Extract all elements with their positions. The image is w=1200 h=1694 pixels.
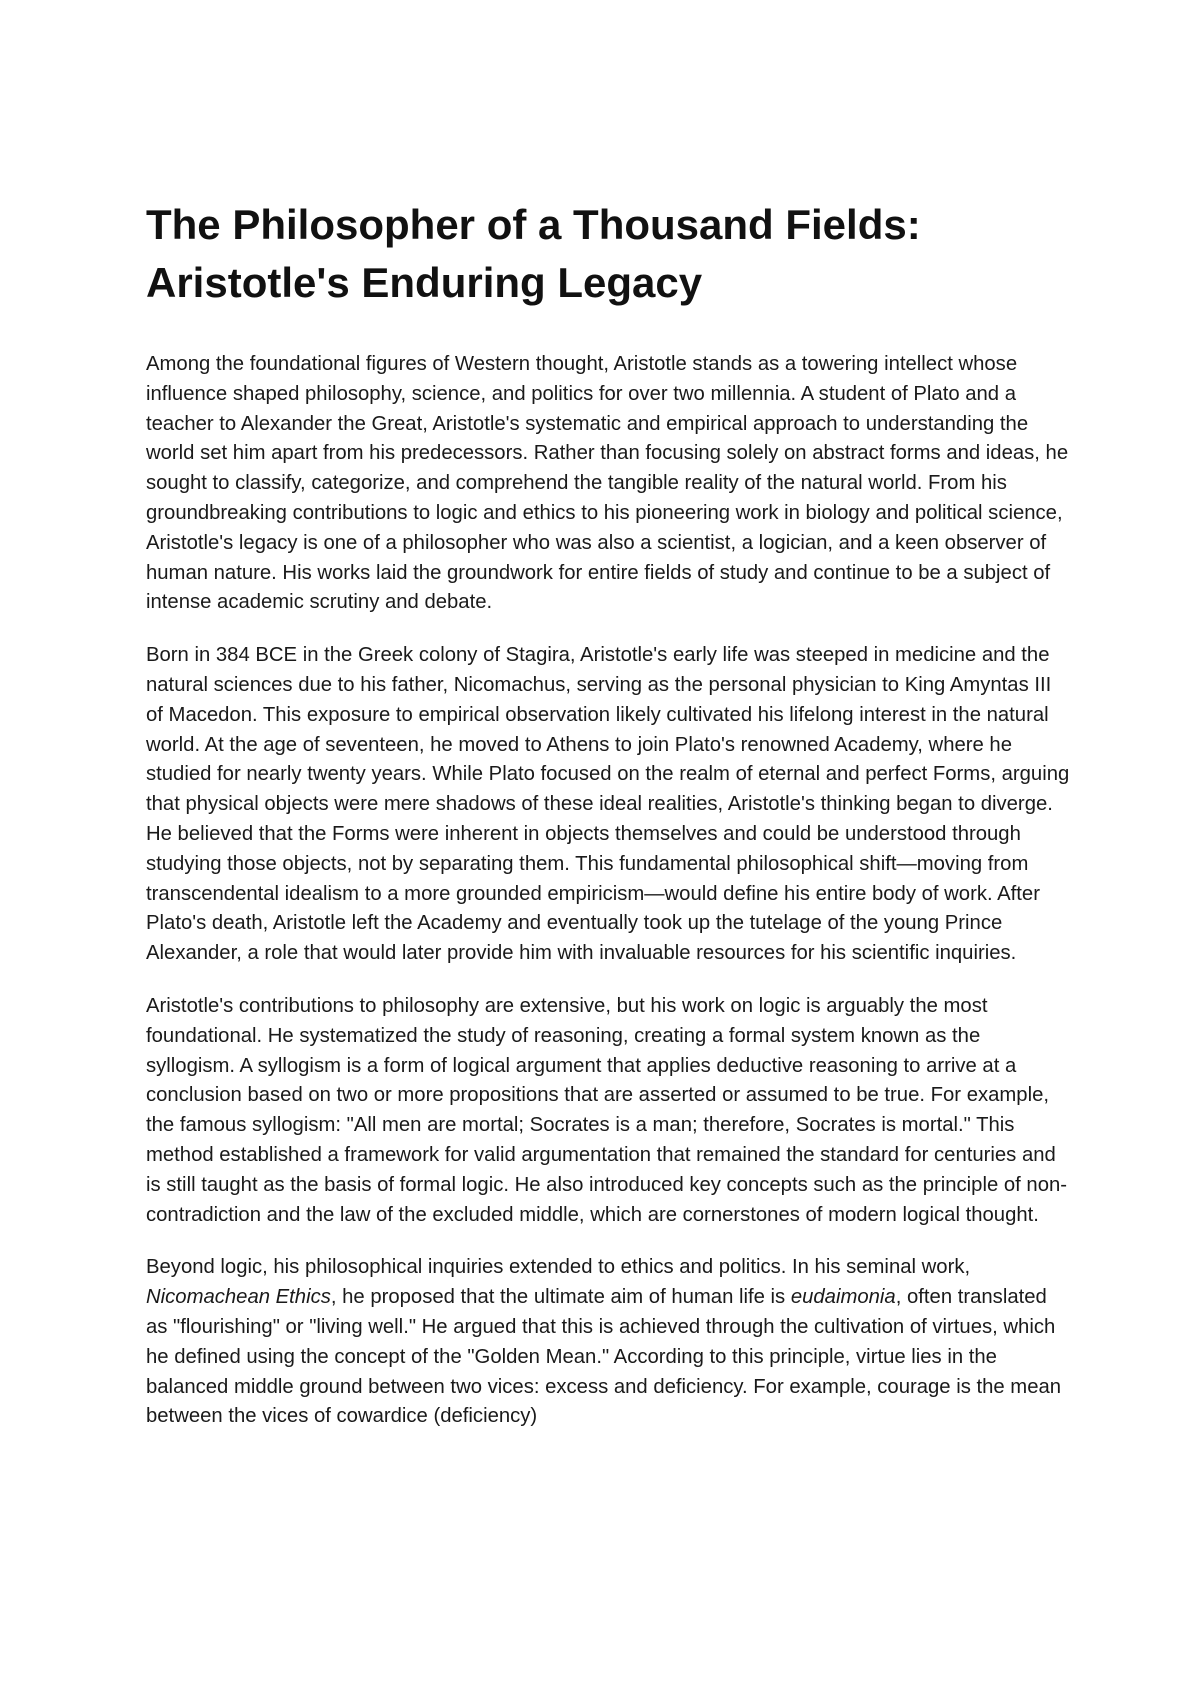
term-eudaimonia: eudaimonia	[790, 1286, 896, 1309]
ethics-text-part-2: , he proposed that the ultimate aim of human life is	[330, 1286, 791, 1309]
paragraph-ethics	[146, 1253, 1071, 1432]
ethics-text-part-3: , often translated as "flourishing" or "living well." He argued that this is achieved through the cultivation of virtues, which he defined using the concept of the "Golden Mean." According to this principle, virtue lies in the balanced middle ground between two vices: excess and deficiency. For example, courage is the mean between the vices of cowardice (deficiency)	[146, 1286, 1062, 1428]
title-line-2: Aristotle's Enduring Legacy	[146, 259, 703, 306]
document-body	[146, 196, 1071, 1432]
title-line-1: The Philosopher of a Thousand Fields:	[146, 201, 921, 248]
paragraph-introduction: Among the foundational figures of Western thought, Aristotle stands as a towering intellect whose influence shaped philosophy, science, and politics for over two millennia. A student of Plato and a teacher to Alexander the Great, Aristotle's systematic and empirical approach to understanding the world set him apart from his predecessors. Rather than focusing solely on abstract forms and ideas, he sought to classify, categorize, and comprehend the tangible reality of the natural world. From his groundbreaking contributions to logic and ethics to his pioneering work in biology and political science, Aristotle's legacy is one of a philosopher who was also a scientist, a logician, and a keen observer of human nature. His works laid the groundwork for entire fields of study and continue to be a subject of intense academic scrutiny and debate.	[146, 353, 1069, 614]
document-title	[146, 196, 1071, 312]
paragraph-logic: Aristotle's contributions to philosophy are extensive, but his work on logic is arguably the most foundational. He systematized the study of reasoning, creating a formal system known as the syllogism. A syllogism is a form of logical argument that applies deductive reasoning to arrive at a conclusion based on two or more propositions that are asserted or assumed to be true. For example, the famous syllogism: "All men are mortal; Socrates is a man; therefore, Socrates is mortal." This method established a framework for valid argumentation that remained the standard for centuries and is still taught as the basis of formal logic. He also introduced key concepts such as the principle of non-contradiction and the law of the excluded middle, which are cornerstones of modern logical thought.	[146, 994, 1068, 1226]
ethics-text-part-1: Beyond logic, his philosophical inquiries extended to ethics and politics. In his seminal work,	[146, 1256, 971, 1279]
paragraph-early-life: Born in 384 BCE in the Greek colony of Stagira, Aristotle's early life was steeped in medicine and the natural sciences due to his father, Nicomachus, serving as the personal physician to King Amyntas III of Macedon. This exposure to empirical observation likely cultivated his lifelong interest in the natural world. At the age of seventeen, he moved to Athens to join Plato's renowned Academy, where he studied for nearly twenty years. While Plato focused on the realm of eternal and perfect Forms, arguing that physical objects were mere shadows of these ideal realities, Aristotle's thinking began to diverge. He believed that the Forms were inherent in objects themselves and could be understood through studying those objects, not by separating them. This fundamental philosophical shift—moving from transcendental idealism to a more grounded empiricism—would define his entire body of work. After Plato's death, Aristotle left the Academy and eventually took up the tutelage of the young Prince Alexander, a role that would later provide him with invaluable resources for his scientific inquiries.	[146, 644, 1070, 965]
book-title-nicomachean-ethics: Nicomachean Ethics	[146, 1286, 331, 1309]
